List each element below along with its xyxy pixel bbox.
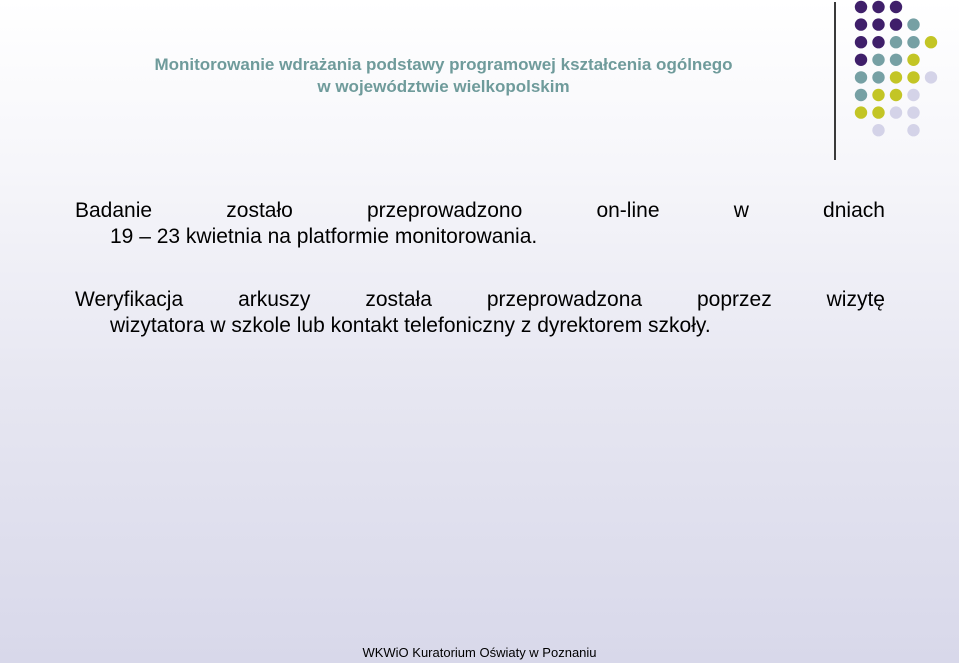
paragraph-survey — [75, 198, 885, 250]
title-line-1: Monitorowanie wdrażania podstawy programowej kształcenia ogólnego — [154, 55, 733, 74]
title-line-2: w województwie wielkopolskim — [317, 77, 570, 96]
word: przeprowadzono — [367, 199, 523, 222]
paragraph-verification-line-1 — [75, 287, 885, 313]
decorative-dot — [907, 106, 919, 118]
decorative-dot — [890, 54, 902, 66]
word: arkuszy — [238, 288, 311, 311]
word: Badanie — [75, 199, 153, 222]
word: poprzez — [697, 288, 772, 311]
decorative-dot — [855, 36, 867, 48]
word: on-line — [596, 199, 660, 222]
decorative-dot — [890, 1, 902, 13]
decorative-dot — [855, 106, 867, 118]
decorative-dot — [890, 106, 902, 118]
decorative-dot — [925, 71, 937, 83]
word: dniach — [823, 199, 885, 222]
decorative-dot — [872, 1, 884, 13]
decorative-dot — [907, 71, 919, 83]
decorative-dot — [907, 89, 919, 101]
decorative-dot — [890, 36, 902, 48]
decorative-dot — [925, 36, 937, 48]
word: wizytę — [826, 288, 885, 311]
vertical-divider — [834, 2, 836, 160]
decorative-dot — [855, 18, 867, 30]
slide-footer: WKWiO Kuratorium Oświaty w Poznaniu — [362, 645, 597, 660]
slide-title — [0, 54, 887, 98]
decorative-dot — [890, 71, 902, 83]
word: przeprowadzona — [486, 288, 643, 311]
word: Weryfikacja — [75, 288, 184, 311]
decorative-dot — [872, 18, 884, 30]
paragraph-survey-line-1 — [75, 198, 885, 224]
word: została — [365, 288, 432, 311]
decorative-dot — [907, 18, 919, 30]
decorative-dot — [872, 124, 884, 136]
decorative-dot — [907, 54, 919, 66]
word: zostało — [226, 199, 293, 222]
decorative-dot — [907, 124, 919, 136]
decorative-dot — [890, 89, 902, 101]
paragraph-verification-line-2: wizytatora w szkole lub kontakt telefoniczny z dyrektorem szkoły. — [110, 314, 711, 337]
paragraph-verification — [75, 287, 885, 339]
decorative-dot — [872, 36, 884, 48]
paragraph-survey-line-2: 19 – 23 kwietnia na platformie monitorowania. — [110, 225, 538, 248]
word: w — [733, 199, 749, 222]
decorative-dot — [890, 18, 902, 30]
decorative-dot — [872, 106, 884, 118]
decorative-dot — [855, 1, 867, 13]
decorative-dot — [907, 36, 919, 48]
